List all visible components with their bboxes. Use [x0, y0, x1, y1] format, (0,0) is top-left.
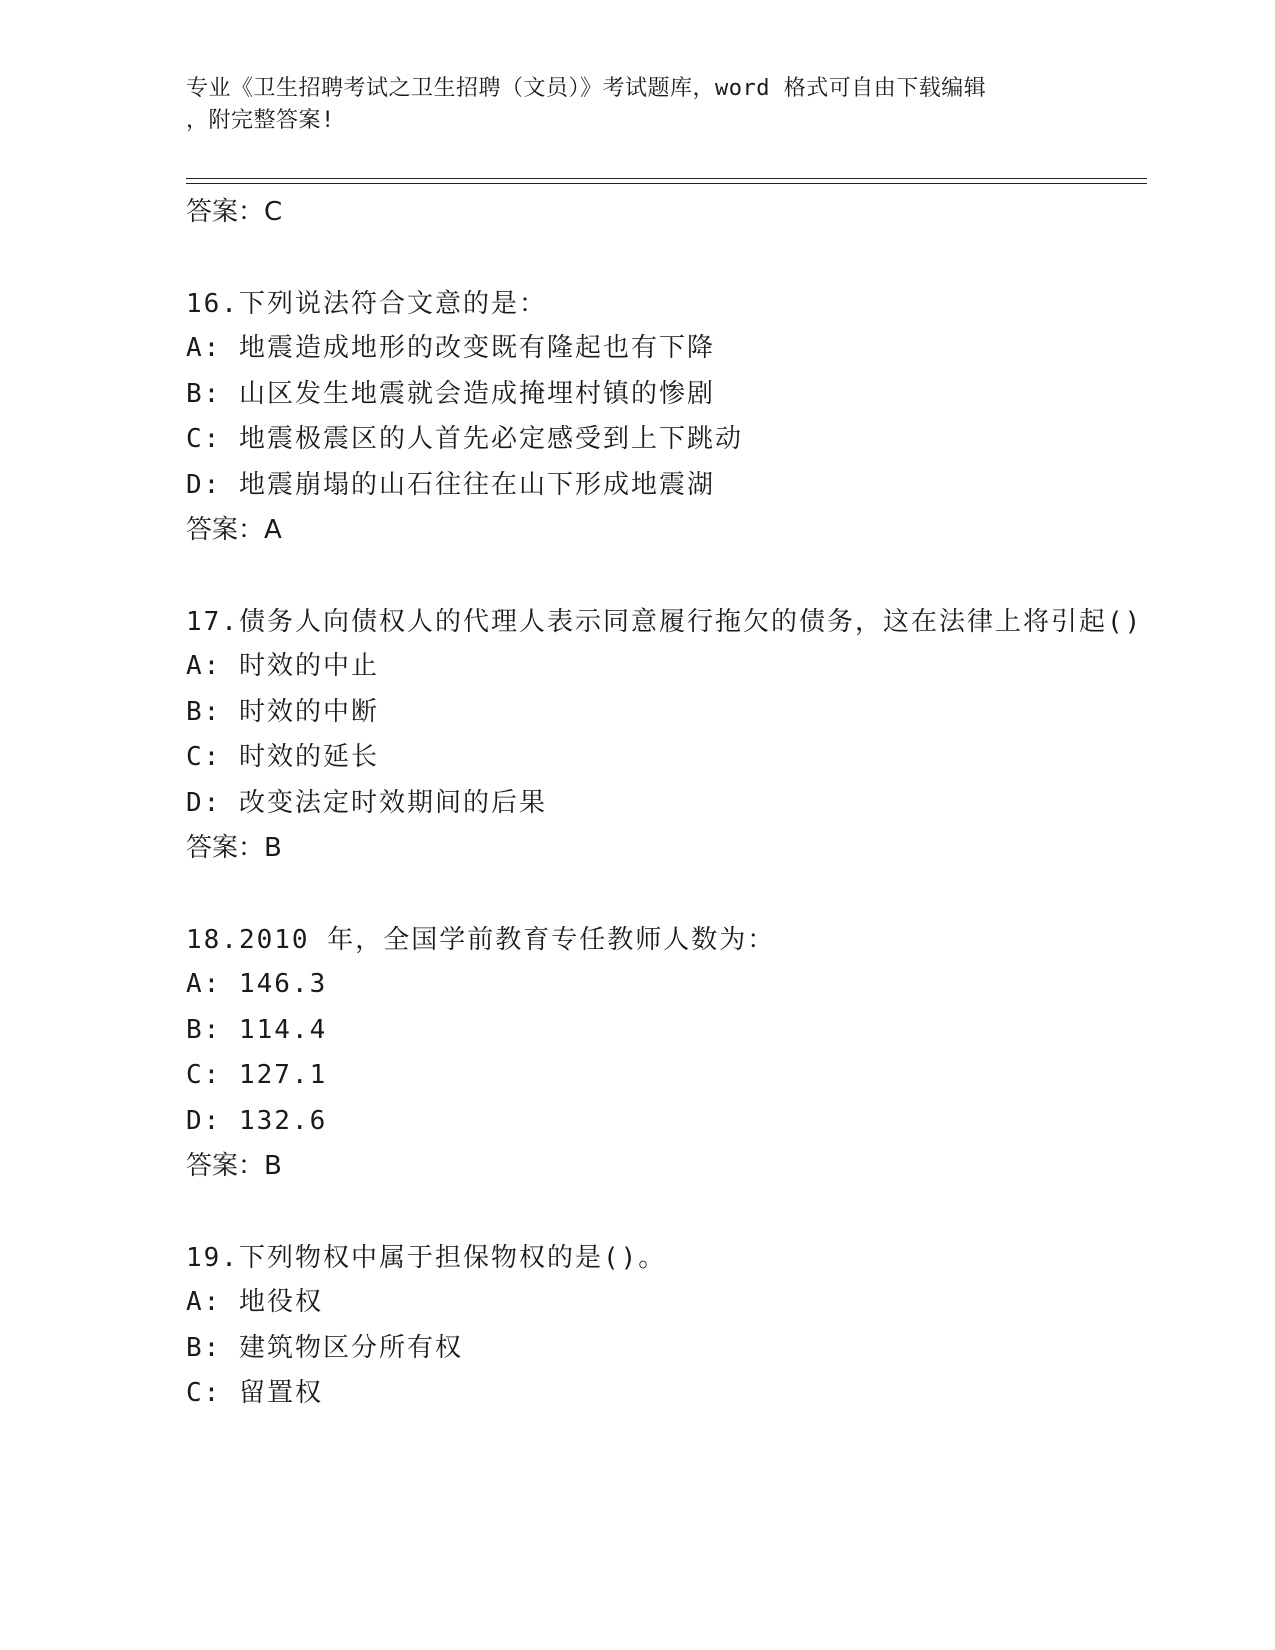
question-stem: 19.下列物权中属于担保物权的是()。 [186, 1243, 667, 1273]
answer-line: 答案：B [186, 1151, 282, 1181]
option-b: B: 114.4 [186, 1014, 328, 1045]
question-stem: 17.债务人向债权人的代理人表示同意履行拖欠的债务，这在法律上将引起() [186, 607, 1143, 637]
option-c: C: 时效的延长 [186, 742, 379, 772]
header-line-2: ，附完整答案! [186, 108, 335, 133]
option-d: D: 132.6 [186, 1105, 328, 1136]
question-19 [186, 1236, 1146, 1417]
option-b: B: 时效的中断 [186, 696, 379, 727]
option-a: A: 146.3 [186, 969, 328, 999]
question-16 [186, 282, 1146, 552]
option-b: B: 山区发生地震就会造成掩埋村镇的惨剧 [186, 378, 715, 409]
option-a: A: 地震造成地形的改变既有隆起也有下降 [186, 333, 715, 363]
question-18 [186, 918, 1146, 1188]
header-divider-bottom [186, 183, 1147, 184]
option-d: D: 改变法定时效期间的后果 [186, 787, 547, 818]
option-c: C: 留置权 [186, 1378, 323, 1408]
question-stem: 16.下列说法符合文意的是： [186, 289, 547, 319]
answer-line: 答案：C [186, 197, 283, 227]
answer-line: 答案：A [186, 515, 282, 545]
question-17 [186, 600, 1146, 870]
document-header [186, 73, 1066, 137]
question-stem: 18.2010 年，全国学前教育专任教师人数为： [186, 925, 776, 955]
header-line-1: 专业《卫生招聘考试之卫生招聘（文员）》考试题库，word 格式可自由下载编辑 [186, 76, 987, 101]
option-a: A: 地役权 [186, 1287, 323, 1317]
question-list [186, 190, 1146, 1417]
answer-line: 答案：B [186, 833, 282, 863]
option-c: C: 地震极震区的人首先必定感受到上下跳动 [186, 424, 743, 454]
option-b: B: 建筑物区分所有权 [186, 1332, 463, 1363]
header-divider-top [186, 178, 1147, 179]
option-d: D: 地震崩塌的山石往往在山下形成地震湖 [186, 469, 715, 500]
option-a: A: 时效的中止 [186, 651, 379, 681]
option-c: C: 127.1 [186, 1060, 328, 1090]
